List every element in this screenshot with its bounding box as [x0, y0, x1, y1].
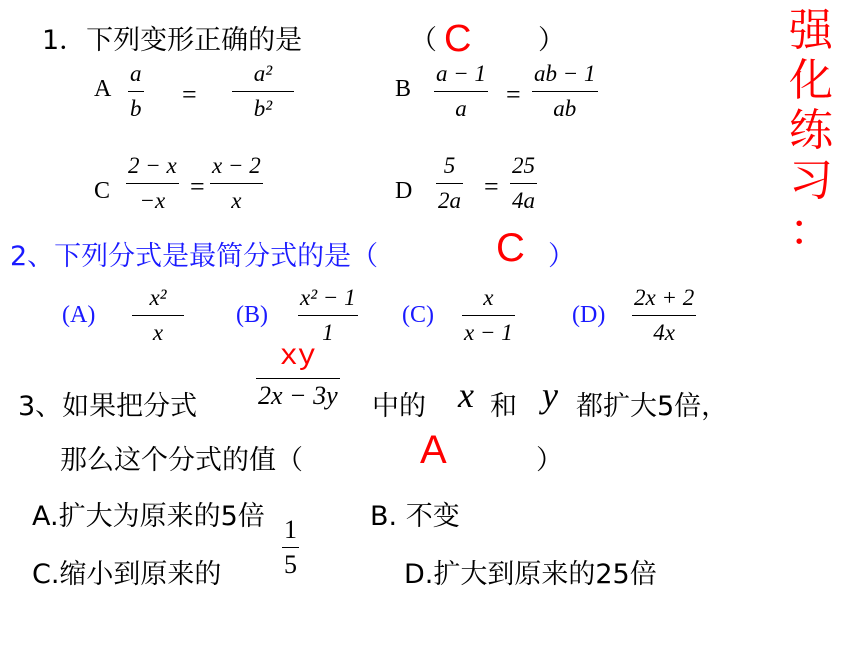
- numerator: 2 − x: [128, 153, 177, 178]
- numerator: a: [130, 61, 142, 86]
- denominator: x − 1: [464, 320, 513, 345]
- q1-option-b-label: B: [395, 76, 412, 102]
- denominator: x: [231, 188, 242, 213]
- q2-option-d-fraction: [632, 284, 696, 347]
- numerator: xy: [279, 340, 316, 374]
- q3-option-c-fraction: [282, 516, 299, 579]
- side-title-char: 强: [789, 5, 833, 56]
- q3-fraction: [256, 340, 340, 410]
- q3-mid: 中的: [372, 391, 426, 422]
- q3-title-post: 都扩大5倍，: [576, 391, 729, 422]
- denominator: 2a: [438, 188, 461, 213]
- q1-option-d-label: D: [395, 178, 413, 204]
- numerator: 25: [512, 153, 535, 178]
- denominator: 4a: [512, 188, 535, 213]
- q1-option-c-label: C: [94, 178, 111, 204]
- q2-answer: C: [496, 226, 525, 270]
- numerator: x²: [149, 285, 167, 310]
- numerator: ab − 1: [534, 61, 596, 86]
- side-title-char: 练: [789, 105, 833, 156]
- denominator: −x: [139, 188, 166, 213]
- q3-title-pre: 3、如果把分式: [18, 391, 198, 422]
- q1-option-a-left-fraction: [128, 60, 144, 123]
- q1-option-d-equals: =: [484, 172, 499, 201]
- q2-option-c-fraction: [462, 284, 515, 347]
- q2-option-a-fraction: [132, 284, 184, 347]
- side-title-char: ：: [789, 205, 833, 256]
- numerator: 1: [284, 515, 297, 544]
- q3-he: 和: [490, 391, 517, 422]
- q1-option-b-equals: =: [506, 80, 521, 109]
- numerator: x² − 1: [300, 285, 356, 310]
- q1-option-d-left-fraction: [436, 152, 463, 215]
- numerator: x − 2: [212, 153, 261, 178]
- q1-option-c-right-fraction: [210, 152, 263, 215]
- q1-option-a-right-fraction: [232, 60, 294, 123]
- q2-option-b-fraction: [298, 284, 358, 347]
- numerator: a²: [253, 61, 273, 86]
- q1-paren-close: ）: [538, 25, 565, 56]
- denominator: 2x − 3y: [258, 381, 338, 410]
- q1-option-c-left-fraction: [126, 152, 179, 215]
- numerator: x: [483, 285, 494, 310]
- denominator: ab: [553, 96, 577, 121]
- q3-option-c: C.缩小到原来的: [32, 559, 222, 590]
- q1-paren-open: （: [410, 25, 437, 56]
- denominator: 4x: [653, 320, 675, 345]
- denominator: a: [455, 96, 467, 121]
- side-title-char: 化: [789, 55, 833, 106]
- q3-option-b: B. 不变: [370, 501, 460, 532]
- denominator: 5: [284, 550, 297, 579]
- q3-paren-close: ）: [536, 445, 563, 476]
- denominator: x: [152, 320, 164, 345]
- q2-option-b-label: (B): [236, 302, 268, 328]
- q1-option-d-right-fraction: [510, 152, 537, 215]
- q3-option-a: A.扩大为原来的5倍: [32, 501, 265, 532]
- q3-answer: A: [420, 428, 447, 472]
- q3-var-x: x: [458, 375, 474, 415]
- numerator: 5: [443, 153, 456, 178]
- numerator: a − 1: [436, 61, 487, 86]
- q3-option-d: D.扩大到原来的25倍: [404, 559, 657, 590]
- q1-option-c-equals: =: [190, 172, 205, 201]
- denominator: 1: [322, 320, 334, 345]
- denominator: b²: [253, 96, 273, 121]
- denominator: b: [130, 96, 142, 121]
- side-title-char: 习: [789, 155, 833, 206]
- q3-line2: 那么这个分式的值（: [60, 445, 303, 476]
- q2-option-a-label: (A): [62, 302, 96, 328]
- q1-option-b-right-fraction: [532, 60, 598, 123]
- q3-var-y: y: [542, 375, 558, 415]
- q2-option-d-label: (D): [572, 302, 606, 328]
- numerator: 2x + 2: [634, 285, 695, 310]
- q2-option-c-label: (C): [402, 302, 434, 328]
- q1-title: 1．下列变形正确的是: [42, 25, 303, 56]
- q1-answer: C: [444, 18, 472, 60]
- side-title: [786, 6, 836, 256]
- q2-paren-close: ）: [548, 241, 575, 272]
- q1-option-a-label: A: [94, 76, 112, 102]
- q1-option-a-equals: =: [182, 80, 197, 109]
- q2-title: 2、下列分式是最简分式的是（: [10, 241, 379, 272]
- q1-option-b-left-fraction: [434, 60, 488, 123]
